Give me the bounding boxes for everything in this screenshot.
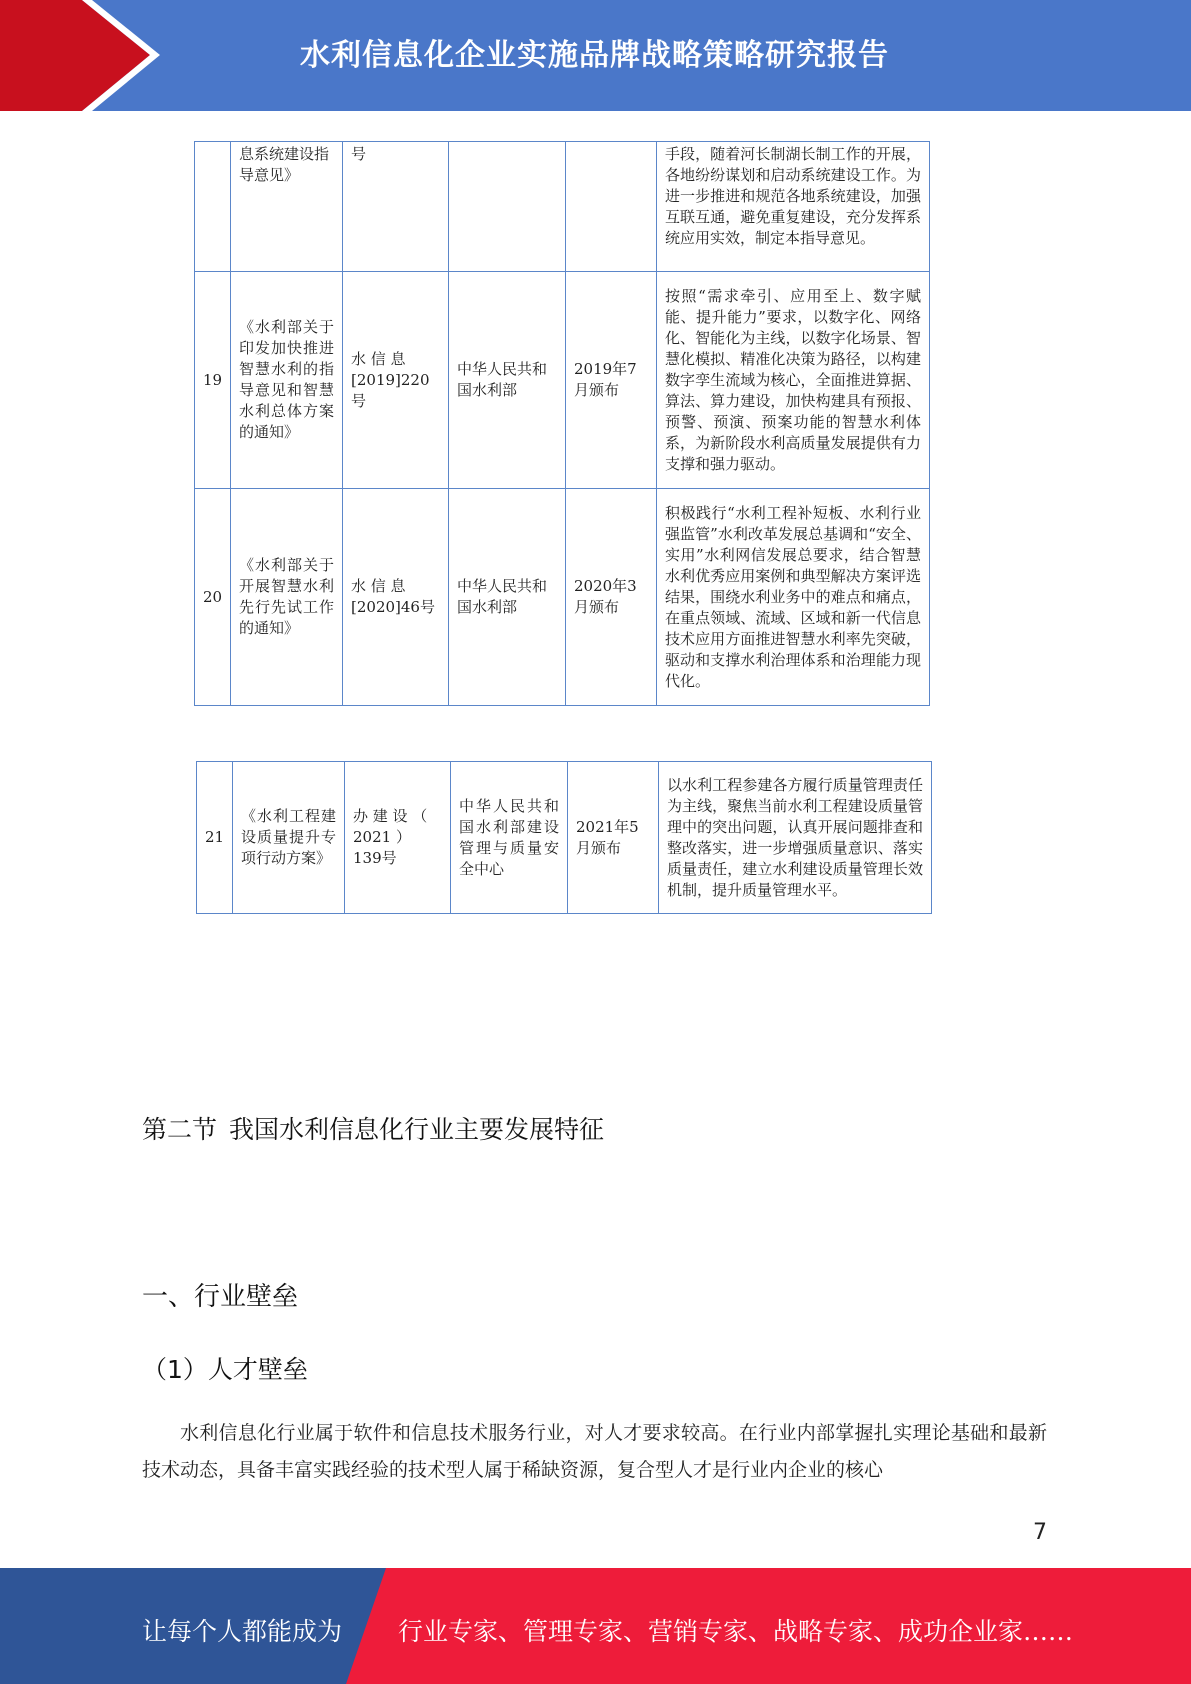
document-title: 水利信息化企业实施品牌战略策略研究报告 [300,38,889,73]
policy-name-cell: 息系统建设指导意见》 [231,142,343,272]
row-number-cell: 20 [195,489,231,706]
policy-name-cell: 《水利部关于印发加快推进智慧水利的指导意见和智慧水利总体方案的通知》 [231,272,343,489]
row-number-cell: 21 [197,762,233,914]
table-row [195,142,930,272]
table-row [195,489,930,706]
issuer-cell: 中华人民共和国水利部 [449,272,566,489]
issuer-cell [449,142,566,272]
doc-number-cell: 水 信 息 [2019]220号 [343,272,449,489]
section-number: 第二节 [142,1115,218,1144]
row-number-cell: 19 [195,272,231,489]
doc-number-cell: 办 建 设 （ 2021 ） 139号 [345,762,451,914]
doc-number-cell: 水 信 息 [2020]46号 [343,489,449,706]
issuer-cell: 中华人民共和国水利部 [449,489,566,706]
footer-slogan-left: 让每个人都能成为 [142,1617,343,1646]
content-cell: 以水利工程参建各方履行质量管理责任为主线，聚焦当前水利工程建设质量管理中的突出问题，认真开展问题排查和整改落实，进一步增强质量意识、落实质量责任，建立水利建设质量管理长效机制，提升质量管理水平。 [659,762,932,914]
subheading-industry-barriers: 一、行业壁垒 [142,1282,299,1312]
footer-banner [0,1568,1191,1684]
header-banner [0,0,1191,111]
section-heading [142,1110,604,1146]
policy-name-cell: 《水利部关于开展智慧水利先行先试工作的通知》 [231,489,343,706]
date-cell: 2019年7月颁布 [566,272,657,489]
page-number: 7 [1033,1520,1047,1545]
policy-name-cell: 《水利工程建设质量提升专项行动方案》 [233,762,345,914]
doc-number-cell: 号 [343,142,449,272]
footer-slogan-right: 行业专家、管理专家、营销专家、战略专家、成功企业家…… [398,1617,1074,1646]
policy-table-next [196,761,932,914]
header-red-chevron [0,0,150,111]
content-cell: 手段，随着河长制湖长制工作的开展，各地纷纷谋划和启动系统建设工作。为进一步推进和规范各地系统建设，加强互联互通，避免重复建设，充分发挥系统应用实效，制定本指导意见。 [657,142,930,272]
date-cell: 2021年5月颁布 [568,762,659,914]
table-row [195,272,930,489]
date-cell [566,142,657,272]
subheading-talent-barrier: （1）人才壁垒 [142,1355,308,1384]
content-cell: 积极践行“水利工程补短板、水利行业强监管”水利改革发展总基调和“安全、实用”水利网信发展总要求，结合智慧水利优秀应用案例和典型解决方案评选结果，围绕水利业务中的难点和痛点，在重点领域、流域、区域和新一代信息技术应用方面推进智慧水利率先突破，驱动和支撑水利治理体系和治理能力现代化。 [657,489,930,706]
content-cell: 按照“需求牵引、应用至上、数字赋能、提升能力”要求，以数字化、网络化、智能化为主线，以数字化场景、智慧化模拟、精准化决策为路径，以构建数字孪生流域为核心，全面推进算据、算法、算力建设，加快构建具有预报、预警、预演、预案功能的智慧水利体系，为新阶段水利高质量发展提供有力支撑和强力驱动。 [657,272,930,489]
policy-table-continued [194,141,930,706]
body-paragraph: 水利信息化行业属于软件和信息技术服务行业，对人才要求较高。在行业内部掌握扎实理论基础和最新技术动态，具备丰富实践经验的技术型人属于稀缺资源，复合型人才是行业内企业的核心 [142,1422,1047,1481]
table-row [197,762,932,914]
section-title: 我国水利信息化行业主要发展特征 [229,1115,605,1144]
date-cell: 2020年3月颁布 [566,489,657,706]
issuer-cell: 中华人民共和国水利部建设管理与质量安全中心 [451,762,568,914]
row-number-cell [195,142,231,272]
